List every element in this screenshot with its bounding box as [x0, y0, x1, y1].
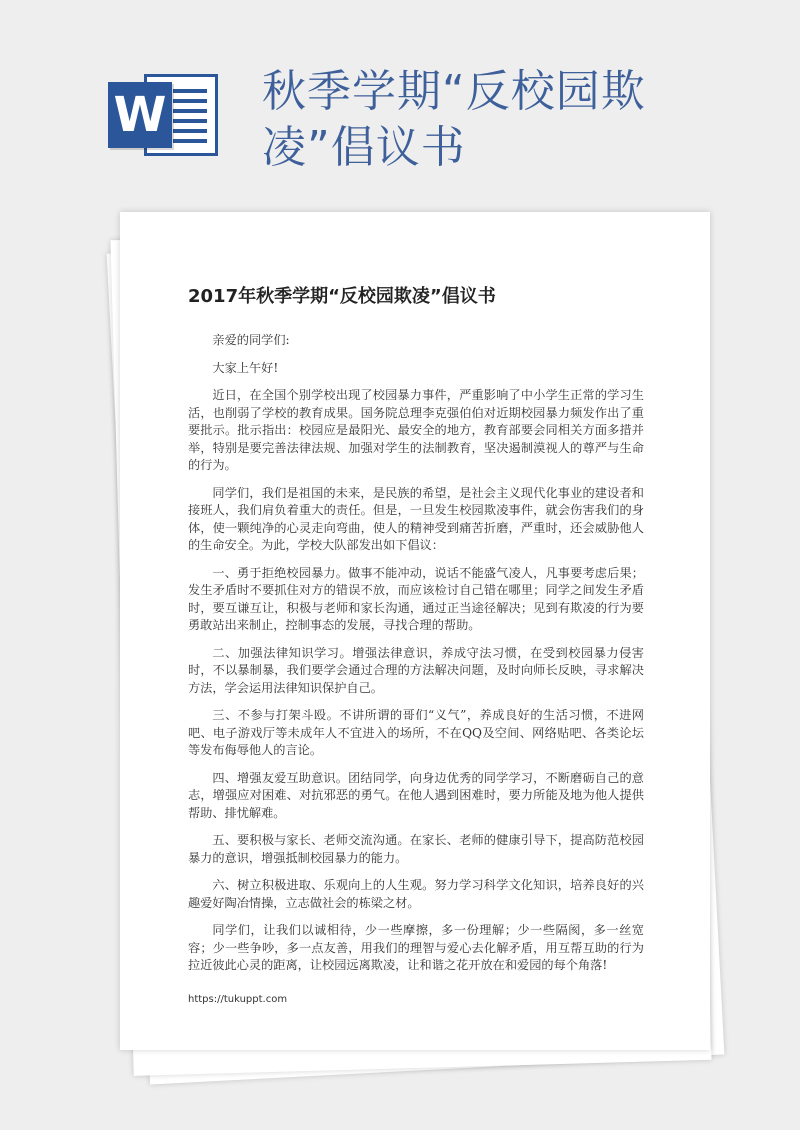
proposal-item-6: 六、树立积极进取、乐观向上的人生观。努力学习科学文化知识，培养良好的兴趣爱好陶冶情操，立志做社会的栋梁之材。	[188, 878, 644, 910]
proposal-item-2: 二、加强法律知识学习。增强法律意识，养成守法习惯，在受到校园暴力侵害时，不以暴制暴，我们要学会通过合理的方法解决问题，及时向师长反映，寻求解决方法，学会运用法律知识保护自己。	[188, 645, 644, 695]
body-paragraph: 近日，在全国个别学校出现了校园暴力事件，严重影响了中小学生正常的学习生活，也削弱了学校的教育成果。国务院总理李克强伯伯对近期校园暴力频发作出了重要批示。批示指出：校园应是最阳光、最安全的地方，教育部要会同相关方面多措并举，特别是要完善法律法规、加强对学生的法制教育，坚决遏制漠视人的尊严与生命的行为。	[188, 388, 644, 472]
document-body	[188, 332, 644, 985]
body-paragraph: 同学们，我们是祖国的未来，是民族的希望，是社会主义现代化事业的建设者和接班人，我们肩负着重大的责任。但是，一旦发生校园欺凌事件，就会伤害我们的身体，使一颗纯净的心灵走向弯曲，使人的精神受到痛苦折磨，严重时，还会威胁他人的生命安全。为此，学校大队部发出如下倡议：	[188, 485, 644, 552]
footer-url-link[interactable]: https://tukuppt.com	[188, 994, 288, 1005]
word-letter-tile: W	[108, 82, 172, 148]
greeting: 大家上午好!	[212, 360, 279, 375]
proposal-item-3: 三、不参与打架斗殴。不讲所谓的哥们“义气”，养成良好的生活习惯，不进网吧、电子游戏厅等未成年人不宜进入的场所，不在QQ及空间、网络贴吧、各类论坛等发布侮辱他人的言论。	[188, 708, 644, 757]
document-title: 2017年秋季学期“反校园欺凌”倡议书	[188, 286, 496, 307]
header-title: 秋季学期“反校园欺凌”倡议书	[262, 66, 646, 173]
closing-paragraph: 同学们，让我们以诚相待，少一些摩擦，多一份理解；少一些隔阂，多一丝宽容；少一些争吵，多一点友善，用我们的理智与爱心去化解矛盾，用互帮互助的行为拉近彼此心灵的距离，让校园远离欺凌，让和谐之花开放在和爱园的每个角落!	[188, 923, 644, 972]
document-page	[120, 212, 710, 1050]
proposal-item-4: 四、增强友爱互助意识。团结同学，向身边优秀的同学学习，不断磨砺自己的意志，增强应对困难、对抗邪恶的勇气。在他人遇到困难时，要力所能及地为他人提供帮助、排忧解难。	[188, 770, 644, 820]
proposal-item-1: 一、勇于拒绝校园暴力。做事不能冲动，说话不能盛气凌人，凡事要考虑后果；发生矛盾时不要抓住对方的错误不放，而应该检讨自己错在哪里；同学之间发生矛盾时，要互谦互让，积极与老师和家长沟通，通过正当途径解决；见到有欺凌的行为要勇敢站出来制止，控制事态的发展，寻找合理的帮助。	[188, 565, 644, 632]
proposal-item-5: 五、要积极与家长、老师交流沟通。在家长、老师的健康引导下，提高防范校园暴力的意识，增强抵制校园暴力的能力。	[188, 833, 644, 865]
salutation: 亲爱的同学们:	[212, 333, 290, 347]
word-icon	[108, 70, 220, 158]
